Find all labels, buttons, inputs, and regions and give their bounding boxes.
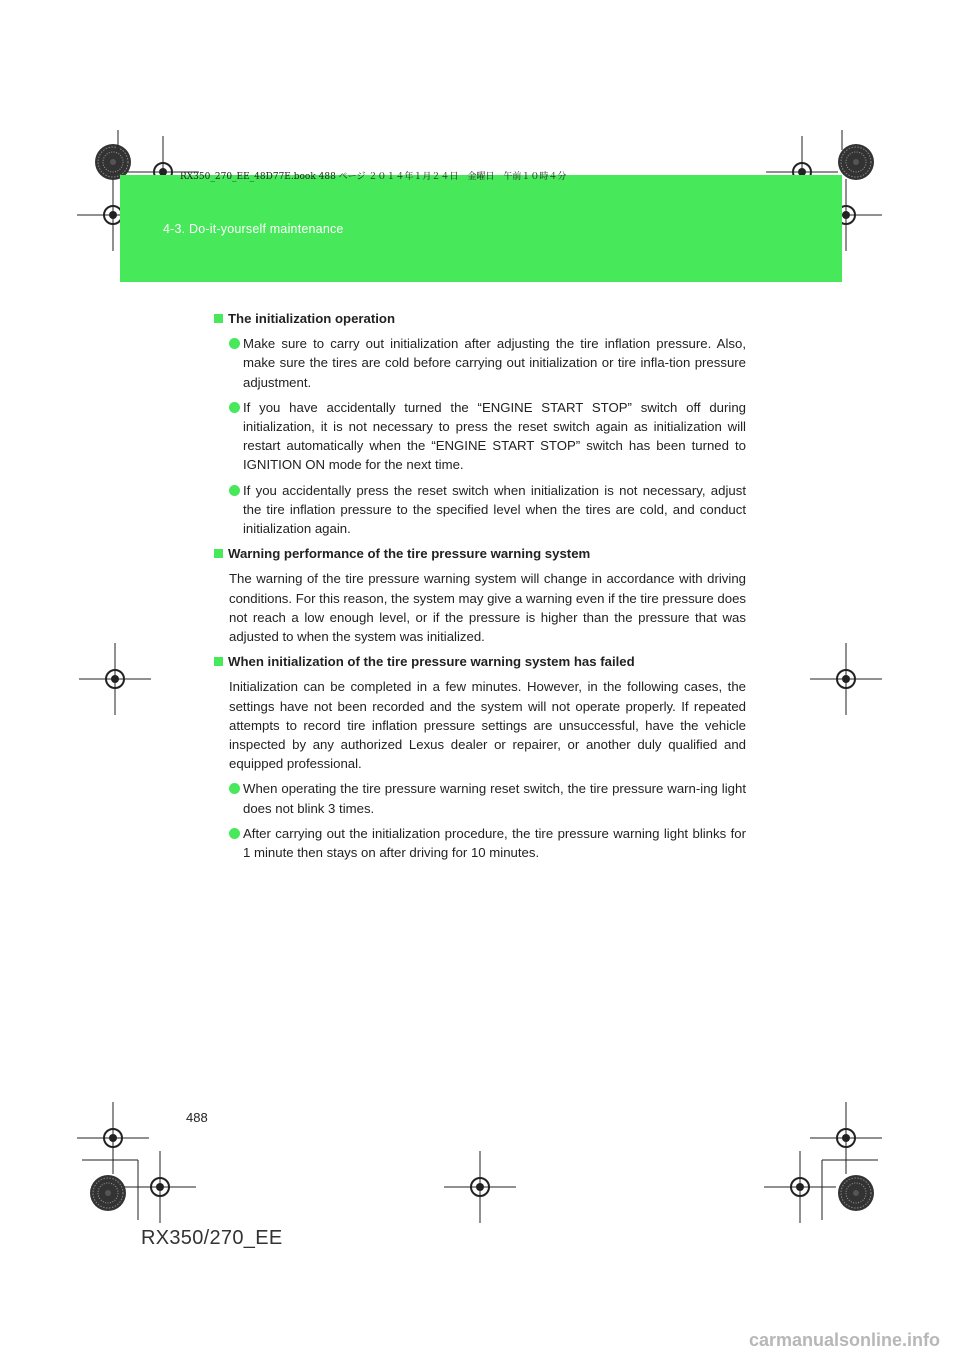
bullet-item: After carrying out the initialization procedure, the tire pressure warning light blinks for 1 minute then stays on after driving for 10 minutes. bbox=[214, 824, 746, 862]
bullet-item: Make sure to carry out initialization after adjusting the tire inflation pressure. Also, make sure the tires are cold before carrying out initialization or tire infla-tion pressure adjustment. bbox=[214, 334, 746, 392]
section-heading: When initialization of the tire pressure warning system has failed bbox=[214, 652, 746, 671]
body-paragraph: Initialization can be completed in a few minutes. However, in the following cases, the settings have not been recorded and the system will not operate properly. If repeated attempts to record tire inflation pressure settings are unsuccessful, have the vehicle inspected by any authorized Lexus dealer or repairer, or another duly qualified and equipped professional. bbox=[229, 679, 746, 772]
section-initialization-operation bbox=[214, 309, 746, 538]
watermark: carmanualsonline.info bbox=[748, 1330, 940, 1350]
model-code: RX350/270_EE bbox=[141, 1227, 283, 1249]
section-label: 4-3. Do-it-yourself maintenance bbox=[163, 222, 344, 236]
page-content bbox=[214, 309, 746, 868]
book-file-info: RX350_270_EE_48D77E.book 488 ページ ２０１４年１月２４日 金曜日 午前１０時４分 bbox=[180, 172, 567, 182]
page-number: 488 bbox=[186, 1110, 208, 1125]
section-heading: The initialization operation bbox=[214, 309, 746, 328]
bullet-item: If you have accidentally turned the “ENGINE START STOP” switch off during initialization, it is not necessary to press the reset switch again as initialization will restart automatically when the “ENGINE START STOP” switch has been turned to IGNITION ON mode for the next time. bbox=[214, 398, 746, 475]
section-initialization-failed bbox=[214, 652, 746, 862]
body-paragraph: The warning of the tire pressure warning system will change in accordance with driving conditions. For this reason, the system may give a warning even if the tire pressure does not reach a low enough level, or if the pressure is higher than the pressure that was adjusted to when the system was initialized. bbox=[229, 571, 746, 645]
bullet-item: When operating the tire pressure warning reset switch, the tire pressure warn-ing light does not blink 3 times. bbox=[214, 779, 746, 817]
section-warning-performance bbox=[214, 544, 746, 646]
bullet-item: If you accidentally press the reset switch when initialization is not necessary, adjust the tire inflation pressure to the specified level when the tires are cold, and conduct initialization again. bbox=[214, 481, 746, 539]
section-heading: Warning performance of the tire pressure warning system bbox=[214, 544, 746, 563]
